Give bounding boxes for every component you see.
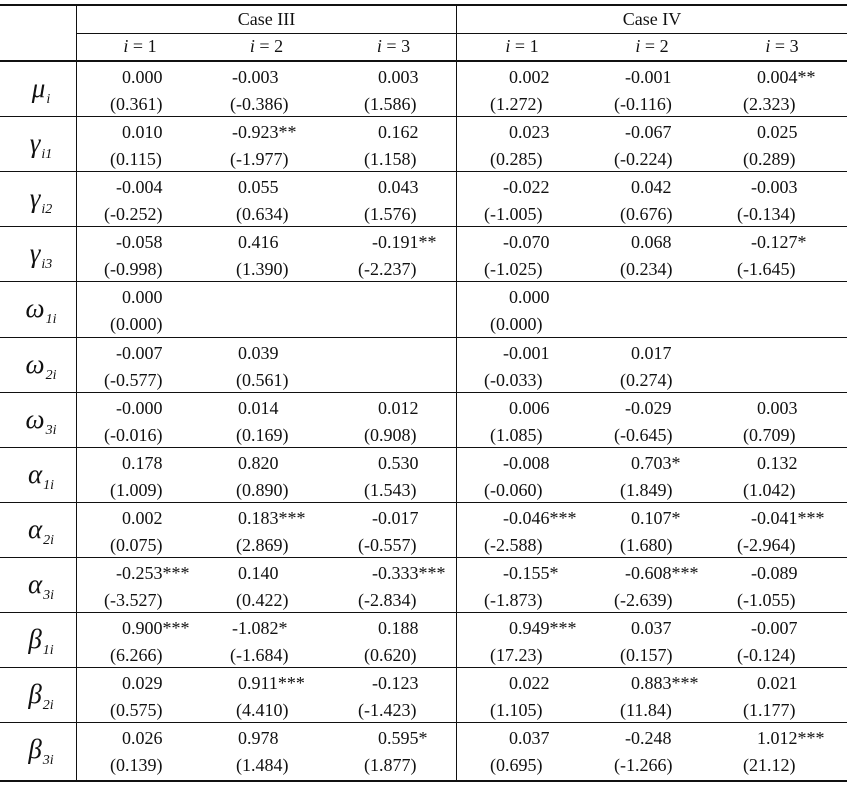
t-statistic: (1.849): [620, 479, 673, 500]
estimate-value: 0.068: [631, 232, 672, 253]
t-statistic: (11.84): [620, 700, 672, 721]
estimate-value: -0.001: [625, 67, 672, 87]
estimate-value: 0.003: [378, 67, 419, 87]
parameter-subscript: i1: [41, 147, 53, 163]
parameter-subscript: 2i: [43, 532, 55, 548]
parameter-subscript: i: [46, 92, 51, 107]
t-statistic: (-2.964): [737, 534, 796, 555]
estimate-value: 0.900***: [122, 618, 190, 638]
subheader-1: [77, 36, 203, 56]
t-statistic: (0.075): [110, 534, 163, 555]
parameter-subscript: 2i: [42, 698, 54, 714]
parameter-symbol: ω: [25, 403, 45, 434]
top-rule: [0, 4, 847, 6]
t-statistic: (-0.134): [737, 204, 796, 225]
case-column-divider: [456, 4, 457, 782]
estimate-value: 0.022: [509, 673, 550, 694]
t-statistic: (0.709): [743, 424, 796, 445]
parameter-symbol: α: [27, 513, 43, 544]
estimate-value: 0.978: [238, 728, 279, 749]
t-statistic: (-0.577): [104, 369, 163, 390]
estimate-value: -1.082*: [232, 618, 288, 638]
t-statistic: (-0.557): [358, 534, 417, 555]
t-statistic: (1.105): [490, 700, 543, 721]
estimate-value: 0.820: [238, 452, 279, 473]
subheader-var: i: [765, 36, 771, 56]
parameter-symbol: β: [28, 679, 42, 710]
t-statistic: (0.361): [110, 94, 163, 114]
estimate-value: 0.004**: [757, 67, 816, 87]
t-statistic: (0.890): [236, 479, 289, 500]
estimate-value: -0.008: [503, 452, 550, 473]
row-divider: [0, 557, 847, 558]
parameter-label: [6, 624, 76, 666]
parameter-subscript: i2: [41, 202, 53, 218]
estimate-value: 0.039: [238, 342, 279, 363]
estimate-value: -0.058: [116, 232, 163, 253]
parameter-label: [6, 459, 76, 501]
t-statistic: (0.561): [236, 369, 289, 390]
estimate-value: 0.002: [122, 507, 163, 528]
estimate-value: -0.046***: [503, 507, 577, 528]
t-statistic: (0.695): [490, 755, 543, 776]
t-statistic: (-0.016): [104, 424, 163, 445]
t-statistic: (0.157): [620, 645, 673, 665]
t-statistic: (-0.124): [737, 645, 796, 665]
row-divider: [0, 722, 847, 723]
t-statistic: (1.390): [236, 259, 289, 280]
estimate-value: 0.029: [122, 673, 163, 694]
t-statistic: (-0.033): [484, 369, 543, 390]
estimate-value: -0.007: [116, 342, 163, 363]
estimate-value: -0.001: [503, 342, 550, 363]
estimate-value: 0.006: [509, 397, 550, 418]
estimate-value: 0.188: [378, 618, 419, 638]
parameter-label: [6, 734, 76, 776]
parameter-symbol: ω: [25, 348, 45, 379]
t-statistic: (0.908): [364, 424, 417, 445]
estimate-value: 0.883***: [631, 673, 699, 694]
subheader-var: i: [376, 36, 382, 56]
t-statistic: (0.169): [236, 424, 289, 445]
t-statistic: (-1.423): [358, 700, 417, 721]
parameter-subscript: 1i: [43, 477, 55, 493]
parameter-label: [6, 128, 76, 170]
parameter-subscript: i3: [41, 257, 53, 273]
t-statistic: (4.410): [236, 700, 289, 721]
estimate-value: 0.055: [238, 177, 279, 198]
t-statistic: (0.000): [490, 314, 543, 335]
estimate-value: 0.132: [757, 452, 798, 473]
parameter-label: [6, 404, 76, 446]
parameter-label: [6, 514, 76, 556]
subheader-var: i: [635, 36, 641, 56]
estimate-value: -0.017: [372, 507, 419, 528]
estimate-value: 0.014: [238, 397, 279, 418]
parameter-symbol: β: [28, 624, 42, 654]
parameter-subscript: 1i: [42, 643, 54, 658]
t-statistic: (-1.873): [484, 589, 543, 610]
parameter-symbol: ω: [25, 293, 45, 324]
header-bottom-rule: [0, 60, 847, 62]
estimate-value: -0.127*: [751, 232, 807, 253]
estimate-value: 0.949***: [509, 618, 577, 638]
subheader-2: [203, 36, 330, 56]
t-statistic: (1.158): [364, 149, 417, 170]
estimate-value: -0.003: [751, 177, 798, 198]
t-statistic: (0.115): [110, 149, 162, 170]
parameter-symbol: μ: [31, 73, 46, 103]
t-statistic: (0.676): [620, 204, 673, 225]
row-divider: [0, 502, 847, 503]
t-statistic: (-1.005): [484, 204, 543, 225]
t-statistic: (-0.645): [614, 424, 673, 445]
t-statistic: (0.234): [620, 259, 673, 280]
estimate-value: 0.023: [509, 122, 550, 143]
estimate-value: 0.037: [509, 728, 550, 749]
t-statistic: (-0.252): [104, 204, 163, 225]
subheader-4: [457, 36, 587, 56]
t-statistic: (1.543): [364, 479, 417, 500]
t-statistic: (-0.224): [614, 149, 673, 170]
estimate-value: -0.004: [116, 177, 163, 198]
t-statistic: (1.042): [743, 479, 796, 500]
subheader-eq: = 2: [644, 36, 669, 56]
estimate-value: 0.000: [122, 287, 163, 308]
estimate-value: 0.416: [238, 232, 279, 253]
row-divider: [0, 612, 847, 613]
estimate-value: 0.010: [122, 122, 163, 143]
subheader-eq: = 1: [132, 36, 157, 56]
parameter-label: [6, 679, 76, 721]
estimate-value: -0.029: [625, 397, 672, 418]
estimate-value: 0.178: [122, 452, 163, 473]
parameter-subscript: 3i: [45, 422, 57, 438]
estimate-value: 0.107*: [631, 507, 681, 528]
t-statistic: (2.869): [236, 534, 289, 555]
t-statistic: (-1.055): [737, 589, 796, 610]
estimate-value: 0.026: [122, 728, 163, 749]
t-statistic: (0.575): [110, 700, 163, 721]
estimate-value: 0.021: [757, 673, 798, 694]
estimate-value: -0.608***: [625, 562, 699, 583]
t-statistic: (0.000): [110, 314, 163, 335]
estimate-value: -0.333***: [372, 562, 446, 583]
row-divider: [0, 226, 847, 227]
estimate-value: 0.043: [378, 177, 419, 198]
parameter-subscript: 3i: [43, 587, 55, 603]
estimate-value: -0.089: [751, 562, 798, 583]
estimate-value: 0.002: [509, 67, 550, 87]
t-statistic: (-1.977): [230, 149, 289, 170]
subheader-eq: = 3: [386, 36, 411, 56]
estimate-value: -0.123: [372, 673, 419, 694]
t-statistic: (-2.639): [614, 589, 673, 610]
parameter-symbol: α: [27, 568, 43, 599]
estimate-value: -0.041***: [751, 507, 825, 528]
t-statistic: (-2.237): [358, 259, 417, 280]
estimate-value: 1.012***: [757, 728, 825, 749]
t-statistic: (17.23): [490, 645, 543, 665]
subheader-var: i: [123, 36, 129, 56]
estimate-value: 0.042: [631, 177, 672, 198]
case-header-1: Case III: [237, 9, 296, 29]
t-statistic: (1.085): [490, 424, 543, 445]
estimate-value: 0.183***: [238, 507, 306, 528]
estimate-value: -0.923**: [232, 122, 297, 143]
case-header-2: Case IV: [622, 9, 682, 29]
estimate-value: -0.191**: [372, 232, 437, 253]
subheader-var: i: [505, 36, 511, 56]
estimate-value: 0.703*: [631, 452, 681, 473]
t-statistic: (0.634): [236, 204, 289, 225]
parameter-label: [6, 293, 76, 335]
t-statistic: (1.680): [620, 534, 673, 555]
estimate-value: 0.162: [378, 122, 419, 143]
parameter-label: [6, 183, 76, 225]
t-statistic: (21.12): [743, 755, 796, 776]
estimate-value: 0.595*: [378, 728, 428, 749]
t-statistic: (0.139): [110, 755, 163, 776]
row-divider: [0, 116, 847, 117]
row-divider: [0, 447, 847, 448]
parameter-symbol: α: [27, 458, 43, 489]
parameter-symbol: γ: [29, 128, 41, 159]
t-statistic: (2.323): [743, 94, 796, 114]
estimate-value: -0.067: [625, 122, 672, 143]
parameter-subscript: 3i: [42, 753, 54, 769]
estimate-value: -0.007: [751, 618, 798, 638]
estimate-value: 0.000: [509, 287, 550, 308]
t-statistic: (-1.645): [737, 259, 796, 280]
case-underline: [77, 33, 847, 34]
estimate-value: 0.911***: [238, 673, 305, 694]
t-statistic: (-3.527): [104, 589, 163, 610]
subheader-5: [587, 36, 717, 56]
t-statistic: (1.009): [110, 479, 163, 500]
estimate-value: 0.017: [631, 342, 672, 363]
parameter-symbol: β: [28, 734, 42, 765]
estimate-value: -0.003: [232, 67, 279, 87]
estimate-value: 0.025: [757, 122, 798, 143]
t-statistic: (-1.684): [230, 645, 289, 665]
parameter-label: [6, 73, 76, 115]
t-statistic: (0.620): [364, 645, 417, 665]
t-statistic: (1.576): [364, 204, 417, 225]
row-divider: [0, 337, 847, 338]
parameter-subscript: 1i: [45, 312, 57, 328]
subheader-eq: = 3: [774, 36, 799, 56]
parameter-subscript: 2i: [45, 367, 57, 383]
parameter-label: [6, 349, 76, 391]
row-divider: [0, 171, 847, 172]
estimate-value: 0.140: [238, 562, 279, 583]
parameter-label: [6, 238, 76, 280]
subheader-eq: = 2: [259, 36, 284, 56]
t-statistic: (-0.386): [230, 94, 289, 114]
t-statistic: (0.422): [236, 589, 289, 610]
bottom-rule: [0, 780, 847, 782]
t-statistic: (0.285): [490, 149, 543, 170]
subheader-eq: = 1: [514, 36, 539, 56]
t-statistic: (-1.025): [484, 259, 543, 280]
t-statistic: (1.484): [236, 755, 289, 776]
stub-column-divider: [76, 4, 77, 782]
t-statistic: (1.877): [364, 755, 417, 776]
t-statistic: (-0.116): [614, 94, 672, 114]
parameter-symbol: γ: [29, 183, 41, 214]
estimate-value: -0.022: [503, 177, 550, 198]
parameter-symbol: γ: [29, 238, 41, 269]
row-divider: [0, 392, 847, 393]
estimate-value: 0.530: [378, 452, 419, 473]
estimate-value: -0.248: [625, 728, 672, 749]
t-statistic: (6.266): [110, 645, 163, 665]
t-statistic: (-1.266): [614, 755, 673, 776]
t-statistic: (-0.060): [484, 479, 543, 500]
t-statistic: (-2.834): [358, 589, 417, 610]
subheader-var: i: [249, 36, 255, 56]
estimate-value: -0.000: [116, 397, 163, 418]
estimate-value: -0.070: [503, 232, 550, 253]
estimate-value: 0.000: [122, 67, 163, 87]
estimate-value: 0.003: [757, 397, 798, 418]
subheader-6: [717, 36, 847, 56]
t-statistic: (1.177): [743, 700, 796, 721]
estimate-value: 0.037: [631, 618, 672, 638]
estimate-value: -0.253***: [116, 562, 190, 583]
estimate-value: 0.012: [378, 397, 419, 418]
estimate-value: -0.155*: [503, 562, 559, 583]
parameter-label: [6, 569, 76, 611]
row-divider: [0, 281, 847, 282]
t-statistic: (0.274): [620, 369, 673, 390]
t-statistic: (0.289): [743, 149, 796, 170]
t-statistic: (-0.998): [104, 259, 163, 280]
t-statistic: (-2.588): [484, 534, 543, 555]
subheader-3: [330, 36, 457, 56]
row-divider: [0, 667, 847, 668]
t-statistic: (1.272): [490, 94, 543, 114]
t-statistic: (1.586): [364, 94, 417, 114]
